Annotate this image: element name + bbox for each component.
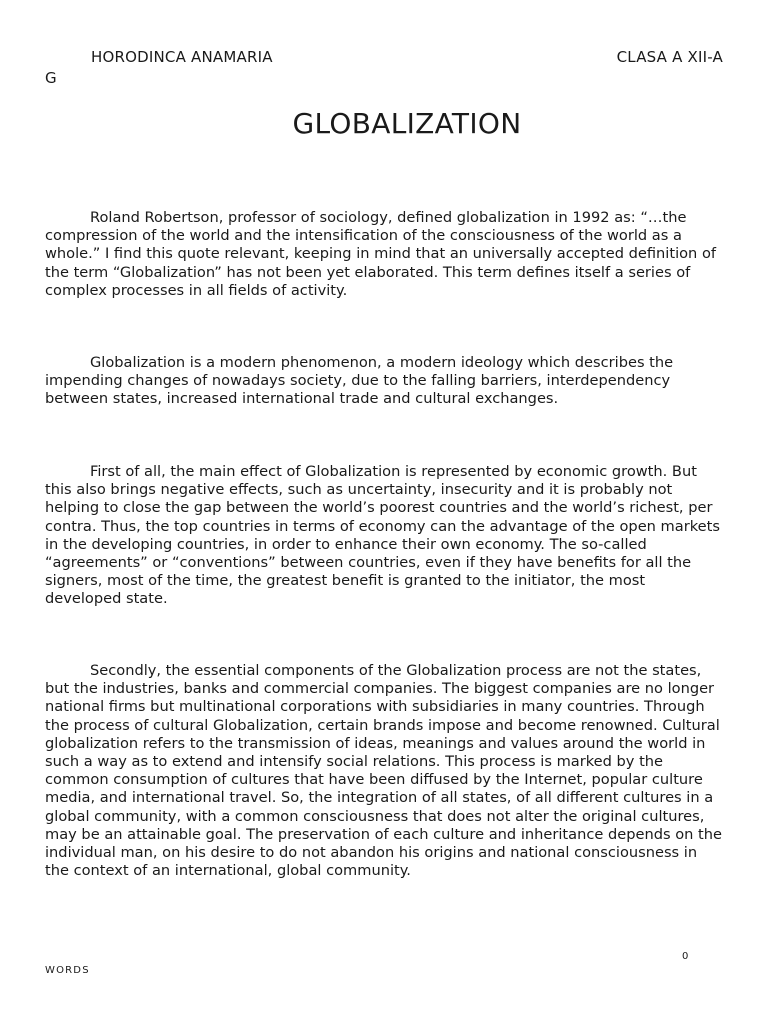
paragraph-3: First of all, the main effect of Globalization is represented by economic growth. But this also brings negative effects, such as uncertainty, insecurity and it is probably not helping to close the gap between the world’s poorest countries and the world’s richest, per contra. Thus, the top countries in terms of economy can the advantage of the open markets in the developing countries, in order to enhance their own economy. The so-called “agreements” or “conventions” between countries, even if they have benefits for all the signers, most of the time, the greatest benefit is granted to the initiator, the most developed state. bbox=[45, 463, 720, 608]
paragraph-1: Roland Robertson, professor of sociology, defined globalization in 1992 as: “…the compression of the world and the intensification of the consciousness of the world as a whole.” I find this quote relevant, keeping in mind that an universally accepted definition of the term “Globalization” has not been yet elaborated. This term defines itself a series of complex processes in all fields of activity. bbox=[45, 209, 717, 299]
document-title: GLOBALIZATION bbox=[292, 107, 522, 140]
word-count-label: WORDS bbox=[45, 965, 90, 976]
paragraph-4: Secondly, the essential components of the Globalization process are not the states, but the industries, banks and commercial companies. The biggest companies are no longer national firms but multinational corporations with subsidiaries in many countries. Through the process of cultural Globalization, certain brands impose and become renowned. Cultural globalization refers to the transmission of ideas, meanings and values around the world in such a way as to extend and intensify social relations. This process is marked by the common consumption of cultures that have been diffused by the Internet, popular culture media, and international travel. So, the integration of all states, of all different cultures in a global community, with a common consciousness that does not alter the original cultures, may be an attainable goal. The preservation of each culture and inheritance depends on the individual man, on his desire to do not abandon his origins and national consciousness in the context of an international, global community. bbox=[45, 662, 722, 880]
class-label-wrap: G bbox=[45, 69, 57, 87]
class-label: CLASA A XII-A bbox=[616, 48, 723, 66]
word-count-value: 0 bbox=[682, 951, 689, 962]
paragraph-2: Globalization is a modern phenomenon, a modern ideology which describes the impending changes of nowadays society, due to the falling barriers, interdependency between states, increased international trade and cultural exchanges. bbox=[45, 354, 674, 408]
author-name: HORODINCA ANAMARIA bbox=[91, 48, 273, 66]
